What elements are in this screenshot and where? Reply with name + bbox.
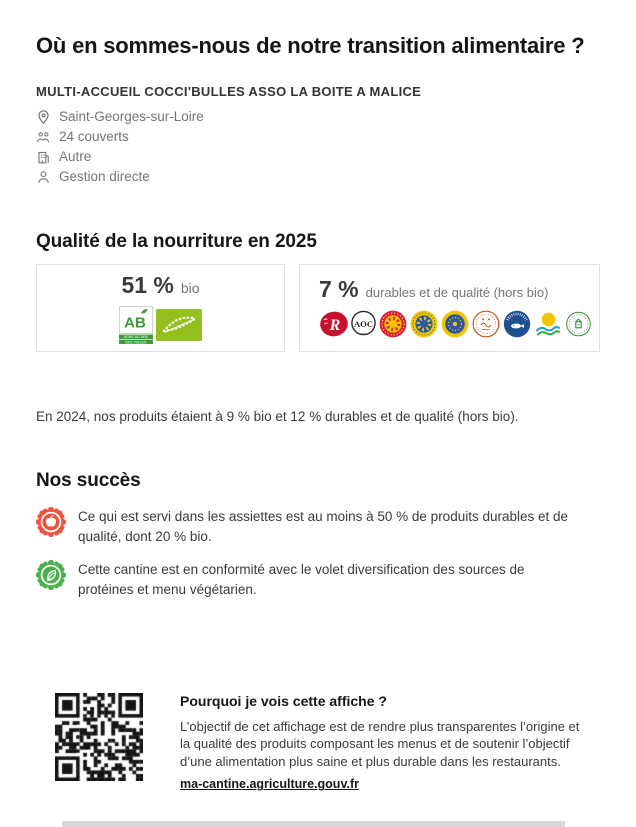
footer <box>36 693 600 794</box>
bio-card <box>36 264 285 352</box>
ma-cantine-link[interactable]: ma-cantine.agriculture.gouv.fr <box>180 777 359 792</box>
leaf-badge-icon <box>36 558 66 600</box>
detail-covers <box>36 127 600 147</box>
detail-location-label: Saint-Georges-sur-Loire <box>59 109 204 125</box>
eu-organic-leaf-logo <box>156 309 202 341</box>
aop-logo <box>378 309 408 339</box>
stg-logo <box>440 309 470 339</box>
bio-logos <box>119 306 202 344</box>
detail-management-label: Gestion directe <box>59 169 150 185</box>
durable-logos <box>319 309 593 339</box>
location-pin-icon <box>36 109 51 125</box>
quality-cards <box>36 264 600 352</box>
bottom-page-edge <box>62 821 565 827</box>
detail-location <box>36 107 600 127</box>
success-item-diversification <box>36 558 600 600</box>
previous-year-note: En 2024, nos produits étaient à 9 % bio et 12 % durables et de qualité (hors bio). <box>36 408 519 424</box>
durable-label: durables et de qualité (hors bio) <box>365 285 549 301</box>
durable-card <box>299 264 600 352</box>
detail-covers-label: 24 couverts <box>59 129 129 145</box>
detail-sector-label: Autre <box>59 149 92 165</box>
durable-percentage: 7 % <box>319 276 359 303</box>
building-icon <box>36 149 51 165</box>
igp-logo <box>409 309 439 339</box>
ab-agriculture-biologique-logo <box>119 306 153 344</box>
svg-text:BIOLOGIQUE: BIOLOGIQUE <box>125 340 147 344</box>
bio-percentage: 51 % <box>121 271 174 298</box>
people-icon <box>36 129 51 145</box>
specialite-traditionnelle-garantie-logo <box>471 309 501 339</box>
label-rouge-logo <box>319 309 349 339</box>
bio-label: bio <box>180 279 200 296</box>
successes-heading: Nos succès <box>36 469 141 491</box>
apple-badge-icon <box>36 505 66 547</box>
svg-text:AB: AB <box>124 314 146 332</box>
footer-heading: Pourquoi je vois cette affiche ? <box>180 692 387 709</box>
success-text-quality: Ce qui est servi dans les assiettes est au moins à 50 % de produits durables et de qualité, dont 20 % bio. <box>78 508 569 544</box>
canteen-details <box>36 107 600 187</box>
success-list <box>36 505 600 600</box>
page-title: Où en sommes-nous de notre transition alimentaire ? <box>36 33 585 58</box>
qr-code <box>55 693 143 794</box>
person-icon <box>36 169 51 185</box>
svg-text:R: R <box>329 317 341 335</box>
canteen-name: MULTI-ACCUEIL COCCI'BULLES ASSO LA BOITE A MALICE <box>36 83 422 99</box>
svg-text:AGRICULTURE: AGRICULTURE <box>123 335 149 340</box>
commerce-equitable-logo <box>564 309 593 339</box>
ecolabel-peche-durable-logo <box>533 309 563 339</box>
aoc-logo <box>350 309 377 339</box>
svg-text:AOC: AOC <box>353 319 374 330</box>
peche-durable-logo <box>502 309 532 339</box>
success-text-diversification: Cette cantine est en conformité avec le volet diversification des sources de protéines et menu végétarien. <box>78 561 525 597</box>
detail-management <box>36 167 600 187</box>
success-item-quality <box>36 505 600 547</box>
quality-section-heading: Qualité de la nourriture en 2025 <box>36 230 317 252</box>
footer-body: L’objectif de cet affichage est de rendre plus transparentes l’origine et la qualité des produits composant les menus et de soutenir l’objectif d’une alimentation plus saine et plus durable dans les restaurants. <box>180 718 580 769</box>
detail-sector <box>36 147 600 167</box>
